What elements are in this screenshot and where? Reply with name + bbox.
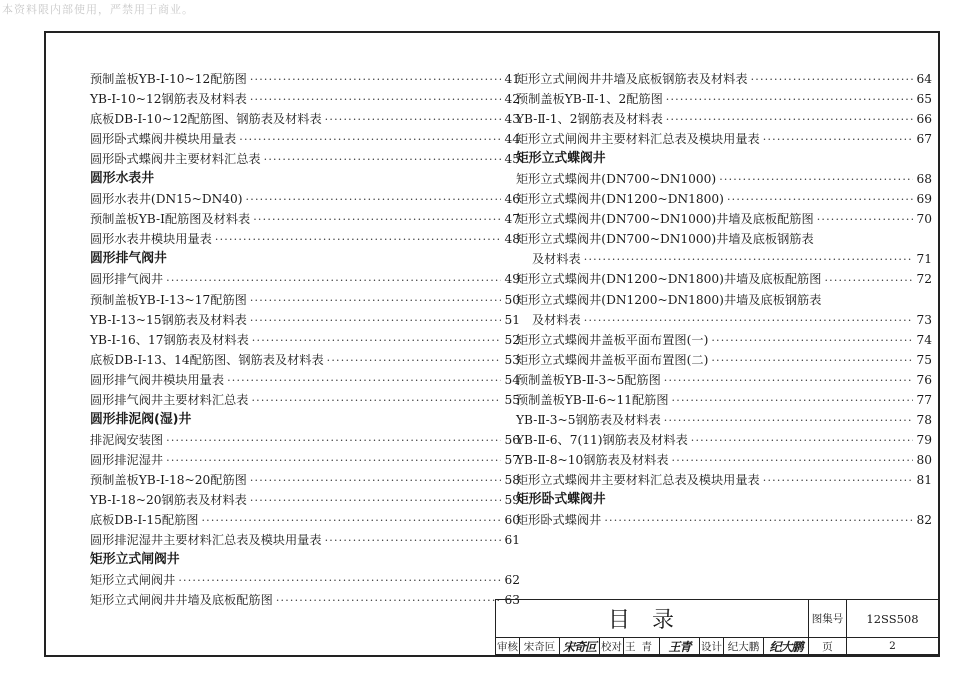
toc-entry-page: 66 xyxy=(916,112,932,127)
toc-leader-dots xyxy=(246,191,502,209)
toc-entry xyxy=(90,530,520,550)
toc-entry xyxy=(90,470,520,490)
toc-entry-title: 矩形立式蝶阀井(DN700~DN1000)井墙及底板钢筋表 xyxy=(516,232,814,247)
toc-entry-title: YB-Ⅰ-16、17钢筋表及材料表 xyxy=(90,332,249,347)
toc-entry-title: 预制盖板YB-Ⅰ配筋图及材料表 xyxy=(90,212,251,227)
toc-entry-page: 55 xyxy=(504,392,520,407)
toc-leader-dots xyxy=(604,512,913,530)
toc-leader-dots xyxy=(763,472,914,490)
toc-section-heading xyxy=(90,249,520,269)
toc-entry-page: 73 xyxy=(916,312,932,327)
toc-entry xyxy=(516,390,932,410)
toc-entry-title: 底板DB-Ⅰ-10~12配筋图、钢筋表及材料表 xyxy=(90,112,322,127)
toc-entry-page: 71 xyxy=(916,252,932,267)
toc-entry-title: 圆形水表井模块用量表 xyxy=(90,232,212,247)
toc-leader-dots xyxy=(250,312,502,330)
toc-entry-page: 60 xyxy=(504,513,520,528)
toc-entry xyxy=(90,229,520,249)
toc-entry-title: 矩形立式蝶阀井(DN700~DN1000)井墙及底板配筋图 xyxy=(516,212,814,227)
toc-entry xyxy=(90,510,520,530)
toc-leader-dots xyxy=(253,211,501,229)
toc-entry xyxy=(516,290,932,310)
toc-leader-dots xyxy=(250,71,502,89)
toc-entry-title: 底板DB-Ⅰ-13、14配筋图、钢筋表及材料表 xyxy=(90,352,324,367)
atlas-number: 12SS508 xyxy=(847,600,939,638)
toc-entry-title: 预制盖板YB-Ⅰ-10~12配筋图 xyxy=(90,72,247,86)
toc-section-heading xyxy=(516,490,932,510)
toc-entry xyxy=(516,370,932,390)
toc-entry-page: 51 xyxy=(504,312,520,327)
toc-entry-page: 63 xyxy=(504,593,520,608)
toc-entry-title: 圆形排泥湿井主要材料汇总表及模块用量表 xyxy=(90,533,322,548)
toc-entry-title: YB-Ⅰ-10~12钢筋表及材料表 xyxy=(90,92,247,107)
check-name: 王青 xyxy=(624,638,660,655)
toc-leader-dots xyxy=(817,211,914,229)
toc-leader-dots xyxy=(201,512,501,530)
toc-entry-title: YB-Ⅱ-8~10钢筋表及材料表 xyxy=(516,452,669,467)
toc-leader-dots xyxy=(239,131,501,149)
toc-leader-dots xyxy=(672,392,914,410)
review-label: 审核 xyxy=(496,638,520,655)
toc-section-heading xyxy=(90,550,520,570)
toc-entry-title: 排泥阀安装图 xyxy=(90,432,164,447)
toc-entry-page: 53 xyxy=(504,352,520,367)
toc-entry-page: 79 xyxy=(916,432,932,447)
toc-leader-dots xyxy=(325,111,502,129)
toc-entry xyxy=(516,69,932,89)
toc-entry-title: 预制盖板YB-Ⅱ-1、2配筋图 xyxy=(516,92,663,107)
toc-entry-page: 74 xyxy=(916,332,932,347)
toc-entry-title: 圆形排气阀井模块用量表 xyxy=(90,372,225,387)
toc-leader-dots xyxy=(325,532,502,550)
toc-entry-page: 46 xyxy=(504,192,520,207)
toc-entry-page: 50 xyxy=(504,292,520,307)
toc-entry-title: 矩形立式闸阀井 xyxy=(90,573,176,588)
toc-entry xyxy=(90,330,520,350)
toc-entry-title: 圆形卧式蝶阀井主要材料汇总表 xyxy=(90,152,261,167)
toc-heading-text: 矩形卧式蝶阀井 xyxy=(516,491,606,507)
toc-heading-text: 圆形水表井 xyxy=(90,171,154,187)
toc-leader-dots xyxy=(250,91,502,109)
toc-leader-dots xyxy=(711,332,913,350)
toc-leader-dots xyxy=(711,352,913,370)
toc-entry-page: 47 xyxy=(504,212,520,227)
toc-entry xyxy=(90,69,520,89)
toc-entry-title: YB-Ⅱ-1、2钢筋表及材料表 xyxy=(516,112,663,127)
toc-entry-page: 57 xyxy=(504,452,520,467)
toc-heading-text: 圆形排泥阀(湿)井 xyxy=(90,411,192,427)
design-name: 纪大鹏 xyxy=(724,638,764,655)
document-title: 目录 xyxy=(496,600,809,638)
toc-entry xyxy=(90,450,520,470)
toc-entry-title: YB-Ⅱ-6、7(11)钢筋表及材料表 xyxy=(516,432,688,447)
toc-entry-title: 矩形立式蝶阀井(DN1200~DN1800)井墙及底板配筋图 xyxy=(516,272,822,287)
toc-leader-dots xyxy=(252,332,502,350)
toc-entry xyxy=(90,570,520,590)
toc-entry-page: 69 xyxy=(916,192,932,207)
toc-entry xyxy=(90,109,520,129)
toc-leader-dots xyxy=(664,412,914,430)
toc-entry-page: 82 xyxy=(916,513,932,528)
toc-entry xyxy=(90,590,520,610)
toc-entry xyxy=(90,310,520,330)
toc-entry-page: 59 xyxy=(504,492,520,507)
toc-leader-dots xyxy=(666,111,914,129)
toc-entry xyxy=(516,249,932,269)
toc-leader-dots xyxy=(727,191,914,209)
toc-section-heading xyxy=(90,410,520,430)
page-number: 2 xyxy=(847,638,939,655)
toc-entry-title: 预制盖板YB-Ⅱ-6~11配筋图 xyxy=(516,392,669,407)
toc-entry xyxy=(516,229,932,249)
toc-entry-page: 58 xyxy=(504,472,520,487)
toc-leader-dots xyxy=(250,292,502,310)
toc-entry-page: 70 xyxy=(916,212,932,227)
watermark-text: 本资料限内部使用，严禁用于商业。 xyxy=(2,3,194,16)
toc-entry xyxy=(90,149,520,169)
toc-entry xyxy=(90,269,520,289)
toc-entry-page: 65 xyxy=(916,92,932,107)
toc-entry-title: YB-Ⅰ-13~15钢筋表及材料表 xyxy=(90,312,247,327)
toc-entry xyxy=(516,269,932,289)
toc-entry-title: YB-Ⅱ-3~5钢筋表及材料表 xyxy=(516,412,661,427)
toc-entry-page: 41 xyxy=(504,72,520,86)
toc-leader-dots xyxy=(584,312,914,330)
toc-entry-page: 80 xyxy=(916,452,932,467)
toc-entry xyxy=(516,470,932,490)
toc-entry-page: 44 xyxy=(504,132,520,147)
toc-entry-title: 矩形立式闸阀井井墙及底板配筋图 xyxy=(90,593,273,608)
toc-leader-dots xyxy=(327,352,502,370)
toc-entry-title: 及材料表 xyxy=(532,252,581,267)
toc-entry xyxy=(90,390,520,410)
toc-section-heading xyxy=(516,149,932,169)
toc-leader-dots xyxy=(264,151,502,169)
toc-entry-page: 61 xyxy=(504,533,520,548)
toc-left-column xyxy=(90,69,520,610)
toc-entry-title: 矩形卧式蝶阀井 xyxy=(516,513,602,528)
atlas-number-label: 图集号 xyxy=(809,600,847,638)
toc-entry-title: 圆形卧式蝶阀井模块用量表 xyxy=(90,132,237,147)
toc-entry-title: 矩形立式蝶阀井盖板平面布置图(二) xyxy=(516,352,709,367)
toc-leader-dots xyxy=(584,251,914,269)
toc-entry-title: YB-Ⅰ-18~20钢筋表及材料表 xyxy=(90,492,247,507)
toc-entry xyxy=(516,169,932,189)
toc-leader-dots xyxy=(227,372,501,390)
title-block xyxy=(495,599,938,655)
toc-entry-title: 及材料表 xyxy=(532,312,581,327)
toc-leader-dots xyxy=(664,372,914,390)
toc-leader-dots xyxy=(250,492,502,510)
toc-entry-title: 预制盖板YB-Ⅰ-13~17配筋图 xyxy=(90,292,247,307)
toc-entry xyxy=(516,450,932,470)
toc-entry-page: 62 xyxy=(504,573,520,588)
toc-leader-dots xyxy=(672,452,914,470)
toc-entry xyxy=(516,430,932,450)
drawing-frame xyxy=(44,31,940,657)
toc-entry-title: 矩形立式蝶阀井(DN1200~DN1800)井墙及底板钢筋表 xyxy=(516,292,822,307)
toc-entry-page: 68 xyxy=(916,172,932,187)
check-label: 校对 xyxy=(600,638,624,655)
toc-entry xyxy=(90,129,520,149)
toc-entry-page: 42 xyxy=(504,92,520,107)
toc-entry xyxy=(516,510,932,530)
toc-entry-page: 45 xyxy=(504,152,520,167)
toc-entry-page: 78 xyxy=(916,412,932,427)
toc-leader-dots xyxy=(824,272,913,290)
toc-entry-title: 圆形排泥湿井 xyxy=(90,452,164,467)
toc-entry-title: 底板DB-Ⅰ-15配筋图 xyxy=(90,513,199,528)
toc-entry xyxy=(516,350,932,370)
review-signature: 宋奇叵 xyxy=(560,638,600,655)
toc-entry xyxy=(90,290,520,310)
toc-entry-page: 56 xyxy=(504,432,520,447)
check-signature: 王青 xyxy=(660,638,700,655)
toc-leader-dots xyxy=(276,592,502,610)
toc-leader-dots xyxy=(178,572,501,590)
toc-entry-title: 矩形立式蝶阀井盖板平面布置图(一) xyxy=(516,332,709,347)
design-label: 设计 xyxy=(700,638,724,655)
toc-leader-dots xyxy=(666,91,914,109)
toc-entry xyxy=(516,89,932,109)
toc-entry-page: 77 xyxy=(916,392,932,407)
toc-entry-page: 48 xyxy=(504,232,520,247)
toc-entry xyxy=(90,209,520,229)
toc-entry-title: 矩形立式蝶阀井(DN700~DN1000) xyxy=(516,172,717,187)
toc-leader-dots xyxy=(215,231,502,249)
toc-leader-dots xyxy=(166,432,501,450)
toc-entry-page: 72 xyxy=(916,272,932,287)
toc-entry xyxy=(516,410,932,430)
toc-entry-title: 圆形水表井(DN15~DN40) xyxy=(90,192,243,207)
toc-entry xyxy=(90,350,520,370)
toc-entry-page: 76 xyxy=(916,372,932,387)
toc-entry xyxy=(90,370,520,390)
toc-entry-page: 43 xyxy=(504,112,520,127)
toc-entry-page: 64 xyxy=(916,72,932,86)
toc-entry xyxy=(516,330,932,350)
toc-section-heading xyxy=(90,169,520,189)
toc-leader-dots xyxy=(719,171,913,189)
toc-heading-text: 矩形立式蝶阀井 xyxy=(516,151,606,167)
page-label: 页 xyxy=(809,638,847,655)
toc-entry-page: 49 xyxy=(504,272,520,287)
toc-entry-page: 75 xyxy=(916,352,932,367)
design-signature: 纪大鹏 xyxy=(764,638,809,655)
toc-entry xyxy=(90,189,520,209)
toc-entry-title: 圆形排气阀井 xyxy=(90,272,164,287)
toc-leader-dots xyxy=(250,472,502,490)
toc-leader-dots xyxy=(166,272,501,290)
toc-entry-page: 67 xyxy=(916,132,932,147)
toc-right-column xyxy=(516,69,932,530)
toc-entry xyxy=(516,129,932,149)
toc-entry-title: 矩形立式蝶阀井(DN1200~DN1800) xyxy=(516,192,724,207)
toc-leader-dots xyxy=(763,131,914,149)
review-name: 宋奇叵 xyxy=(520,638,560,655)
toc-entry-title: 圆形排气阀井主要材料汇总表 xyxy=(90,392,249,407)
toc-leader-dots xyxy=(251,392,501,410)
toc-entry xyxy=(90,89,520,109)
toc-leader-dots xyxy=(751,71,914,89)
toc-entry-title: 矩形立式闸阀井井墙及底板钢筋表及材料表 xyxy=(516,72,748,86)
toc-leader-dots xyxy=(166,452,501,470)
toc-entry xyxy=(90,430,520,450)
toc-entry xyxy=(516,109,932,129)
toc-entry xyxy=(516,189,932,209)
toc-heading-text: 矩形立式闸阀井 xyxy=(90,552,180,568)
toc-entry xyxy=(516,209,932,229)
toc-entry-title: 预制盖板YB-Ⅱ-3~5配筋图 xyxy=(516,372,661,387)
toc-entry xyxy=(90,490,520,510)
toc-entry xyxy=(516,310,932,330)
toc-leader-dots xyxy=(691,432,914,450)
toc-entry-title: 矩形立式闸阀井主要材料汇总表及模块用量表 xyxy=(516,132,760,147)
toc-heading-text: 圆形排气阀井 xyxy=(90,251,167,267)
toc-entry-page: 54 xyxy=(504,372,520,387)
toc-entry-title: 矩形立式蝶阀井主要材料汇总表及模块用量表 xyxy=(516,472,760,487)
toc-entry-title: 预制盖板YB-Ⅰ-18~20配筋图 xyxy=(90,472,247,487)
toc-entry-page: 52 xyxy=(504,332,520,347)
toc-entry-page: 81 xyxy=(916,472,932,487)
